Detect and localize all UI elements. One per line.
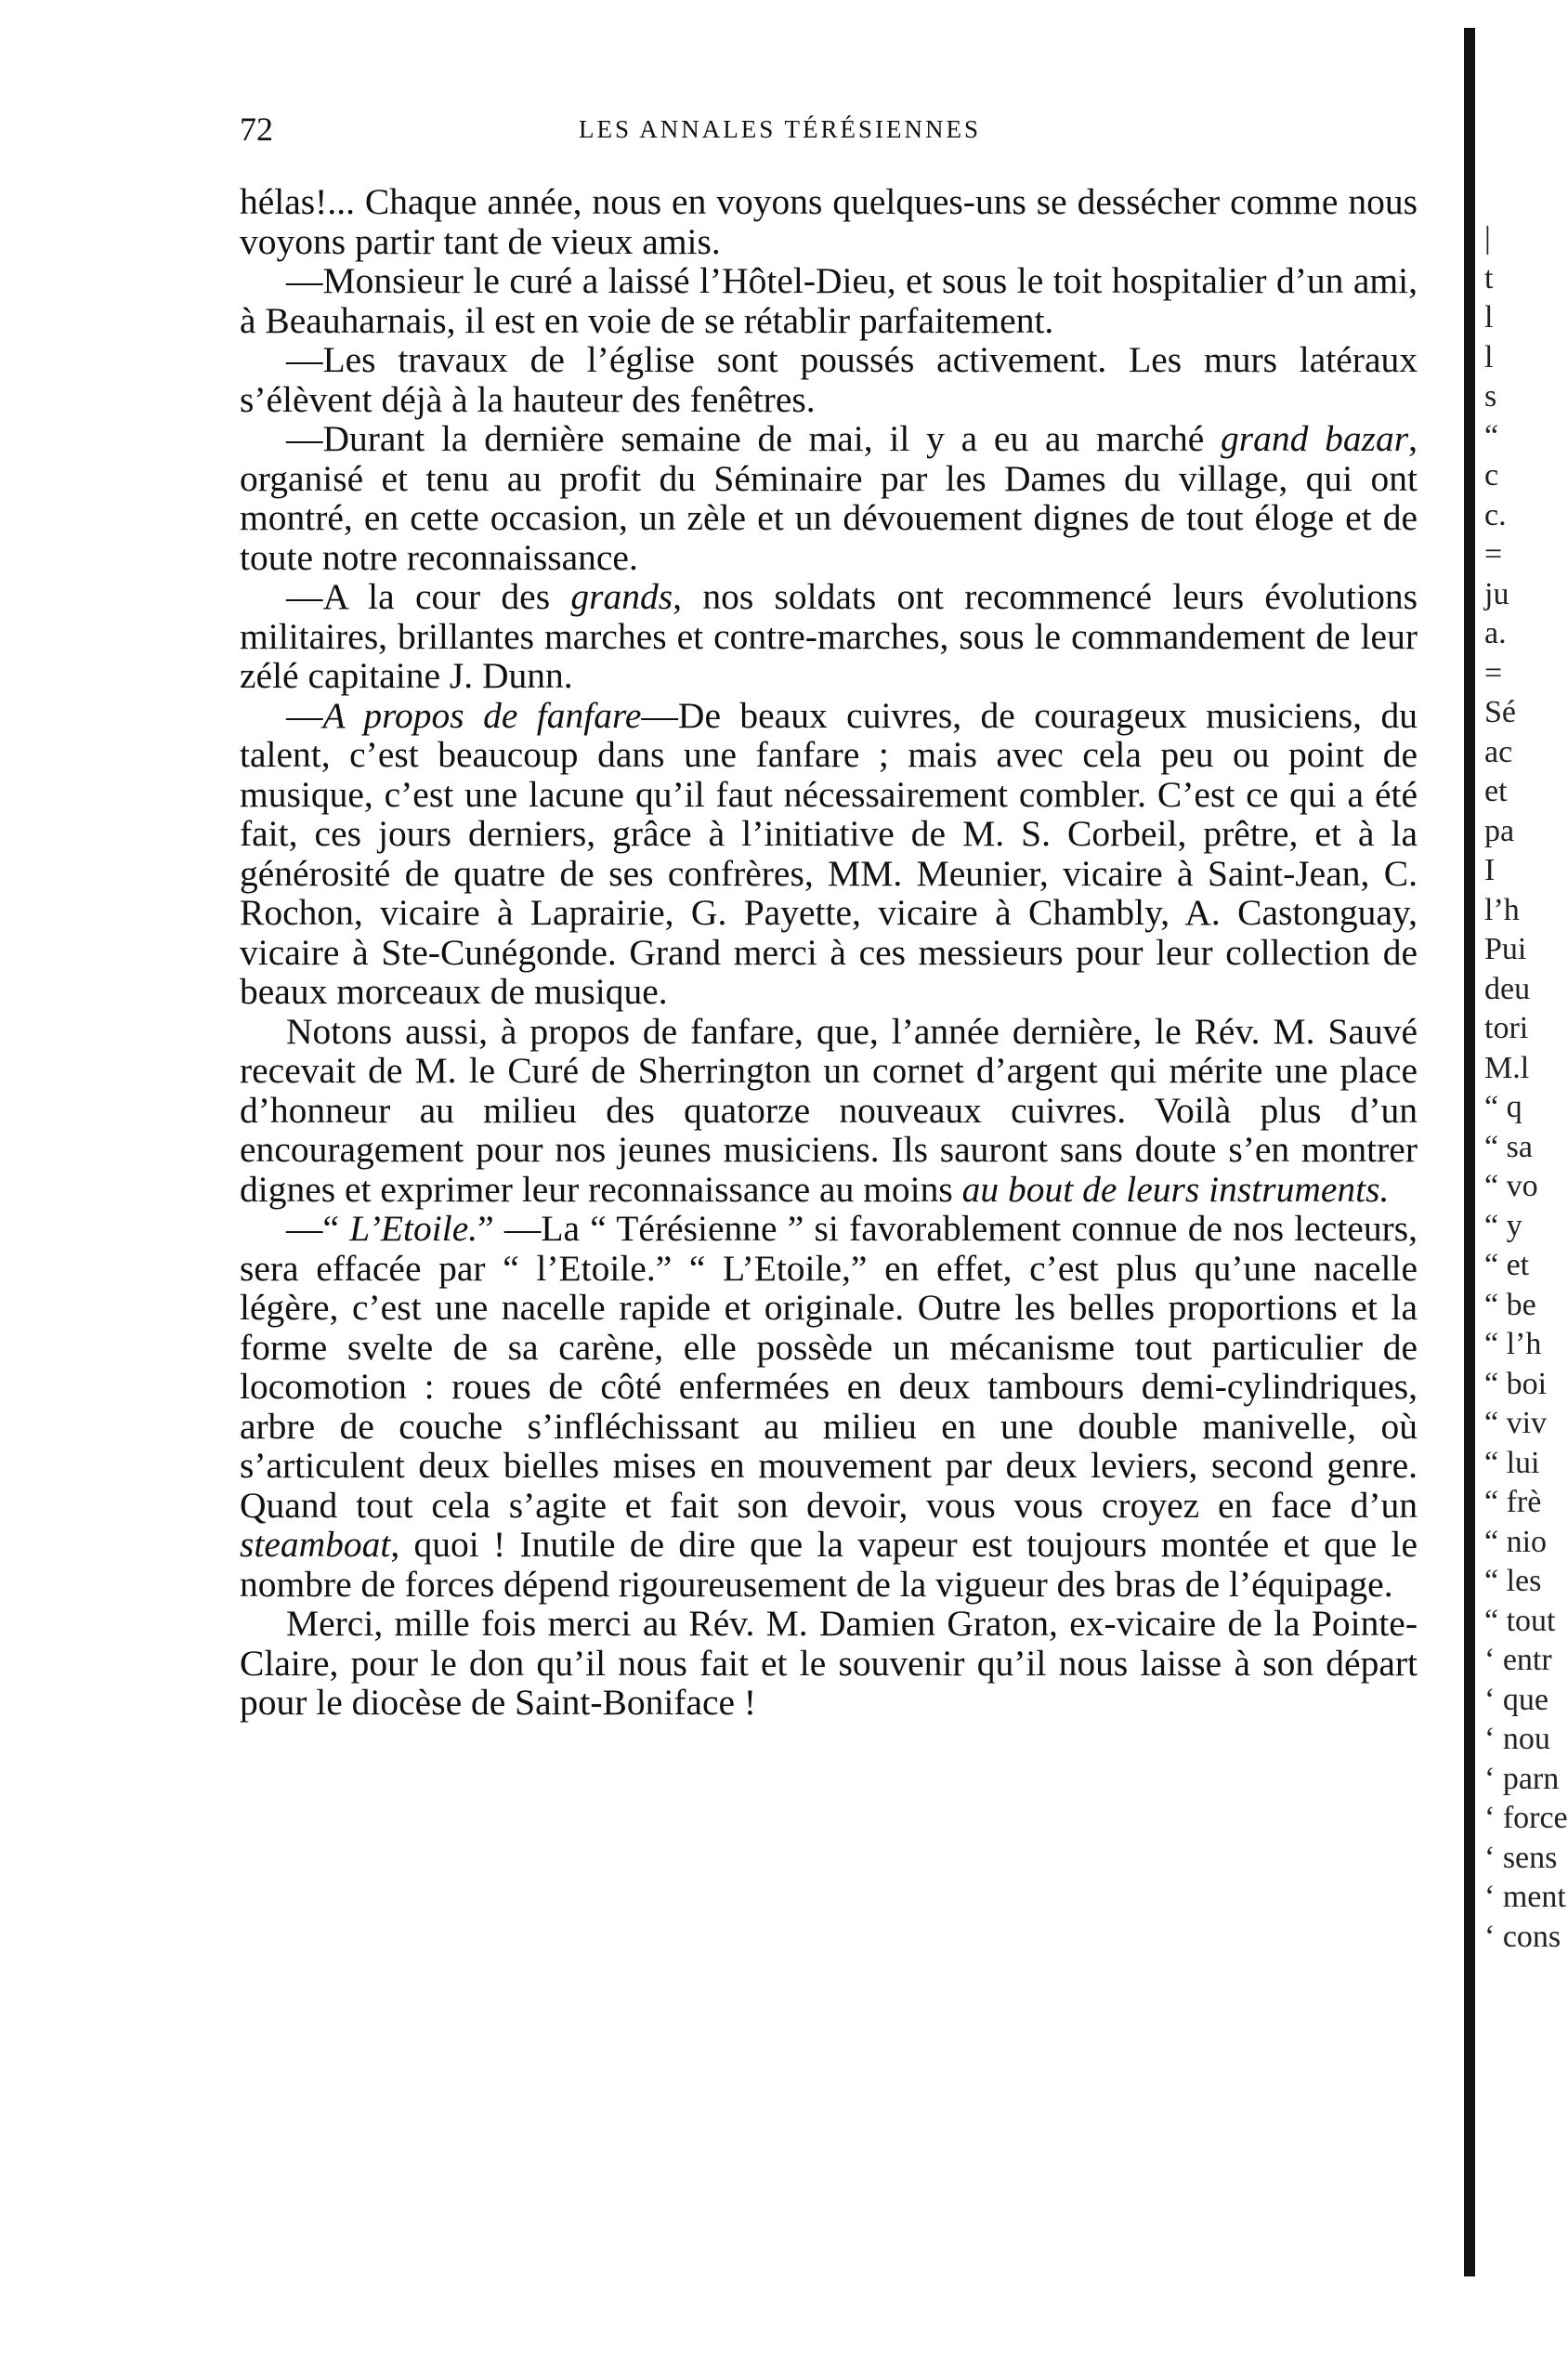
- text-run: , quoi ! Inutile de dire que la vapeur est toujours montée et que le nombre de forces dépend rigoureusement de la vigueur des bras de l’équipage.: [240, 1524, 1418, 1605]
- facing-page-fragment: “ q: [1484, 1090, 1522, 1124]
- facing-page-fragment: a.: [1484, 616, 1507, 650]
- facing-page-fragment: “ boi: [1484, 1366, 1548, 1401]
- facing-page-fragment: l: [1484, 339, 1494, 374]
- paragraph: [240, 261, 1418, 340]
- text-run: —Monsieur le curé a laissé l’Hôtel-Dieu, et sous le toit hospitalier d’un ami, à Beauharnais, il est en voie de se rétablir parfaitement.: [240, 260, 1418, 341]
- facing-page-fragment: s: [1484, 379, 1497, 413]
- page-gutter-shadow: [1464, 28, 1475, 2276]
- facing-page-fragment: I: [1484, 853, 1496, 887]
- italic-run: L’Etoile.: [349, 1208, 478, 1249]
- paragraph: [240, 1209, 1418, 1604]
- text-run: —Les travaux de l’église sont poussés activement. Les murs latéraux s’élèvent déjà à la hauteur des fenêtres.: [240, 339, 1418, 420]
- facing-page-fragment: “ l’h: [1484, 1327, 1542, 1361]
- facing-page-fragment: tori: [1484, 1011, 1529, 1045]
- facing-page-fragment: ac: [1484, 734, 1513, 769]
- text-run: —Durant la dernière semaine de mai, il y a eu au marché: [286, 418, 1221, 459]
- paragraph: [240, 419, 1418, 577]
- facing-page-fragment: Sé: [1484, 695, 1516, 729]
- facing-page-fragment: ‘ nou: [1484, 1722, 1550, 1756]
- facing-page-fragment: Pui: [1484, 932, 1527, 966]
- text-run: , nos soldats ont recommencé leurs évolutions militaires, brillantes marches et contre-marches, sous le commandement de leur zélé capitaine J. Dunn.: [240, 576, 1418, 696]
- text-run: ” —La “ Térésienne ” si favorablement connue de nos lecteurs, sera effacée par “ l’Etoile.” “ L’Etoile,” en effet, c’est plus qu’une nacelle légère, c’est une nacelle rapide et originale. Outre les belles proportions et la forme svelte de sa carène, elle possède un mécanisme tout particulier de locomotion : roues de côté enfermées en deux tambours demi-cylindriques, arbre de couche s’infléchissant au milieu en une double manivelle, où s’articulent deux bielles mises en mouvement par deux leviers, second genre. Quand tout cela s’agite et fait son devoir, vous vous croyez en face d’un: [240, 1208, 1418, 1526]
- facing-page-fragment: ‘ sens: [1484, 1840, 1558, 1875]
- facing-page-fragment: l: [1484, 300, 1494, 334]
- facing-page-fragment: “ vo: [1484, 1169, 1538, 1203]
- paragraph: [240, 577, 1418, 696]
- text-run: Notons aussi, à propos de fanfare, que, l’année dernière, le Rév. M. Sauvé recevait de M. le Curé de Sherrington un cornet d’argent qui mérite une place d’honneur au milieu des quatorze nouveaux cuivres. Voilà plus d’un encouragement pour nos jeunes musiciens. Ils sauront sans doute s’en montrer dignes et exprimer leur reconnaissance au moins: [240, 1010, 1418, 1210]
- italic-run: grand bazar: [1220, 418, 1409, 459]
- text-run: Merci, mille fois merci au Rév. M. Damien Graton, ex-vicaire de la Pointe-Claire, pour le don qu’il nous fait et le souvenir qu’il nous laisse à son départ pour le diocèse de Saint-Boniface !: [240, 1603, 1418, 1723]
- facing-page-fragment: ‘ parn: [1484, 1761, 1560, 1796]
- facing-page-fragment: “ viv: [1484, 1406, 1548, 1440]
- page-number: 72: [240, 111, 273, 148]
- body-text: [240, 182, 1418, 1723]
- facing-page-fragment: l’h: [1484, 892, 1520, 927]
- text-run: —: [286, 694, 323, 736]
- facing-page-fragment: |: [1484, 221, 1491, 256]
- facing-page-fragment: c.: [1484, 497, 1507, 532]
- facing-page-fragment: M.l: [1484, 1050, 1530, 1085]
- facing-page-fragment: ‘ que: [1484, 1682, 1548, 1717]
- paragraph: [240, 1604, 1418, 1723]
- facing-page-fragment: “ be: [1484, 1287, 1536, 1322]
- facing-page-fragment: “ tout: [1484, 1603, 1556, 1638]
- italic-run: steamboat: [240, 1524, 391, 1565]
- paragraph: [240, 340, 1418, 419]
- facing-page-fragment: pa: [1484, 813, 1515, 848]
- facing-page-fragment: ‘ ment: [1484, 1880, 1566, 1914]
- facing-page-fragment: ‘ cons: [1484, 1919, 1561, 1954]
- facing-page-fragment: “ y: [1484, 1208, 1522, 1243]
- text-run: hélas!... Chaque année, nous en voyons quelques-uns se dessécher comme nous voyons partir tant de vieux amis.: [240, 181, 1418, 262]
- paragraph: [240, 696, 1418, 1012]
- facing-page-fragment: “ nio: [1484, 1524, 1548, 1559]
- facing-page-fragment: =: [1484, 537, 1503, 571]
- facing-page-fragment: “ les: [1484, 1564, 1542, 1598]
- page-header: [240, 110, 1392, 151]
- text-run: , organisé et tenu au profit du Séminaire par les Dames du village, qui ont montré, en cette occasion, un zèle et un dévouement dignes de tout éloge et de toute notre reconnaissance.: [240, 418, 1418, 578]
- facing-page-fragment: ‘ force: [1484, 1801, 1568, 1835]
- facing-page-fragment: “ sa: [1484, 1129, 1533, 1164]
- text-run: —“: [286, 1208, 350, 1249]
- paragraph: [240, 182, 1418, 261]
- text-run: —A la cour des: [286, 576, 571, 617]
- running-title: LES ANNALES TÉRÉSIENNES: [579, 115, 982, 143]
- facing-page-fragment: “ frè: [1484, 1485, 1542, 1519]
- facing-page-fragment: t: [1484, 260, 1494, 295]
- facing-page-fragments: [1477, 0, 1568, 2361]
- italic-run: A propos de fanfare: [322, 694, 642, 736]
- facing-page-fragment: deu: [1484, 971, 1531, 1006]
- facing-page-fragment: et: [1484, 774, 1508, 808]
- facing-page-fragment: =: [1484, 655, 1503, 690]
- facing-page-fragment: c: [1484, 458, 1499, 492]
- italic-run: grands: [570, 576, 673, 617]
- facing-page-fragment: “ lui: [1484, 1445, 1540, 1480]
- facing-page-fragment: “ et: [1484, 1248, 1530, 1282]
- facing-page-fragment: ju: [1484, 576, 1509, 611]
- paragraph: [240, 1012, 1418, 1210]
- facing-page-fragment: ‘ entr: [1484, 1643, 1552, 1677]
- text-run: —De beaux cuivres, de courageux musiciens, du talent, c’est beaucoup dans une fanfare ; mais avec cela peu ou point de musique, c’est une lacune qu’il faut nécessairement combler. C’est ce qui a été fait, ces jours derniers, grâce à l’initiative de M. S. Corbeil, prêtre, et à la générosité de quatre de ses confrères, MM. Meunier, vicaire à Saint-Jean, C. Rochon, vicaire à Laprairie, G. Payette, vicaire à Chambly, A. Castonguay, vicaire à Ste-Cunégonde. Grand merci à ces messieurs pour leur collection de beaux morceaux de musique.: [240, 694, 1418, 1012]
- italic-run: au bout de leurs instruments.: [961, 1168, 1390, 1210]
- facing-page-fragment: “: [1484, 418, 1499, 453]
